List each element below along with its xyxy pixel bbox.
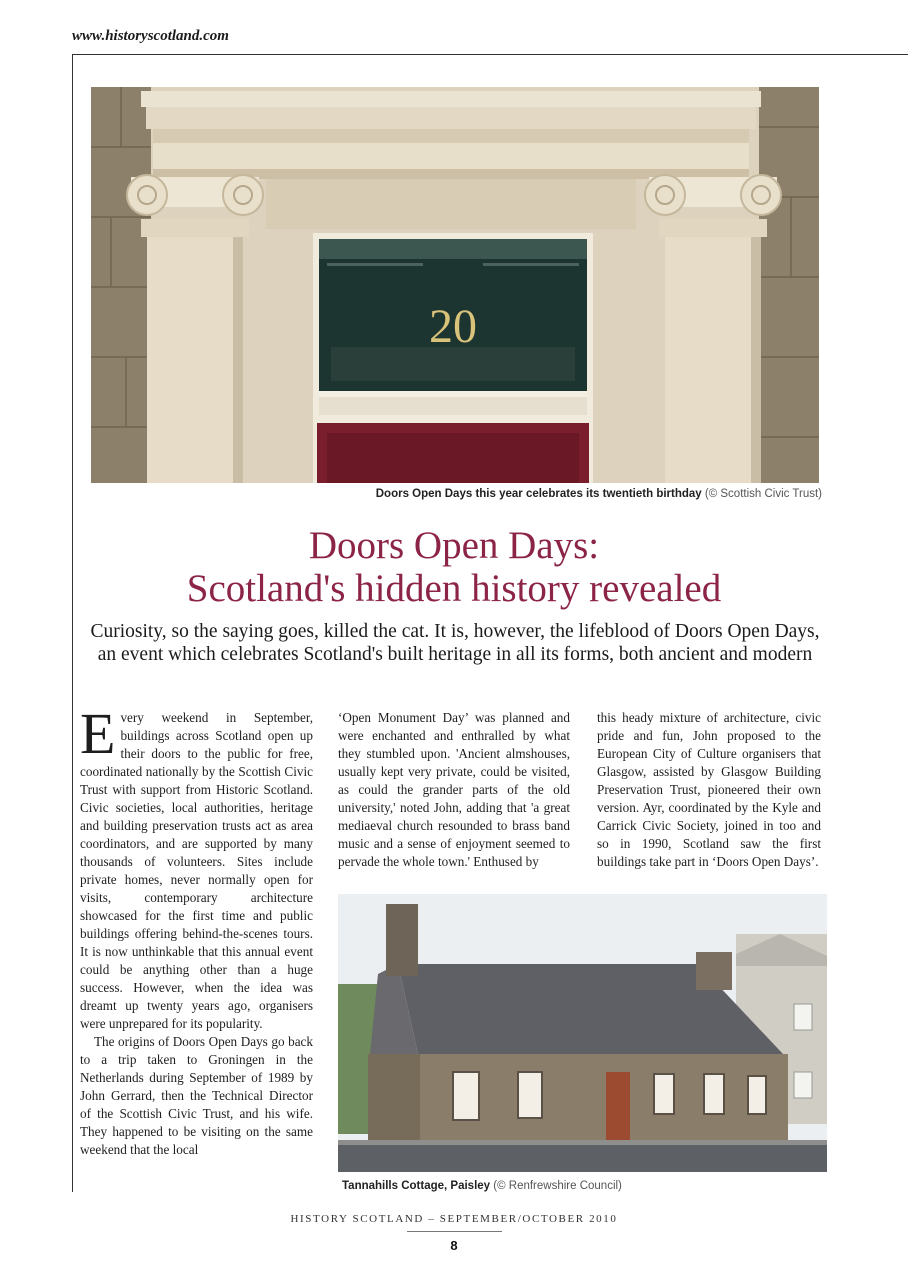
- body-column-3: [597, 709, 821, 871]
- drop-cap: E: [80, 701, 116, 766]
- header-rule: [72, 54, 908, 55]
- paragraph-1: [80, 701, 313, 1033]
- page-number: 8: [450, 1238, 458, 1253]
- doorway-caption-credit: (© Scottish Civic Trust): [704, 488, 822, 500]
- cottage-caption-credit: (© Renfrewshire Council): [493, 1180, 622, 1192]
- paragraph-2: The origins of Doors Open Days go back to a trip taken to Groningen in the Netherlands during September of 1989 by John Gerrard, then the Technical Director of the Scottish Civic Trust, and his wife. They happened to be visiting on the same weekend that the local: [80, 1034, 313, 1157]
- standfirst: Curiosity, so the saying goes, killed the cat. It is, however, the lifeblood of Doors Open Days, an event which celebrates Scotland's built heritage in all its forms, both ancient and modern: [90, 621, 820, 665]
- cottage-caption: [342, 1180, 822, 1192]
- margin-rule: [72, 54, 73, 1192]
- cottage-photo: [338, 894, 827, 1172]
- footer-magazine: HISTORY SCOTLAND – SEPTEMBER/OCTOBER 2010: [290, 1213, 618, 1225]
- doorway-photo: [91, 87, 819, 483]
- article-title-line1: Doors Open Days:: [308, 524, 600, 567]
- body-column-2: [338, 709, 570, 871]
- cottage-illustration: [338, 894, 827, 1172]
- house-number: 20: [429, 300, 477, 353]
- cottage-caption-text: Tannahills Cottage, Paisley: [342, 1180, 491, 1192]
- footer-rule: [407, 1231, 502, 1232]
- paragraph-4: this heady mixture of architecture, civic pride and fun, John proposed to the European City of Culture organisers that Glasgow, assisted by Glasgow Building Preservation Trust, pioneered their own version. Ayr, coordinated by the Kyle and Carrick Civic Society, joined in too and so in 1990, Scotland saw the first buildings take part in ‘Doors Open Days’.: [597, 710, 821, 869]
- site-url: www.historyscotland.com: [72, 28, 229, 44]
- paragraph-3: ‘Open Monument Day’ was planned and were enchanted and enthralled by what they stumbled upon. 'Ancient almshouses, usually kept very private, could be visited, as could the grander parts of the old university,' noted John, adding that 'a great mediaeval church resounded to brass band music and a sense of enjoyment seemed to pervade the whole town.' Enthused by: [338, 710, 570, 869]
- doorway-caption-text: Doors Open Days this year celebrates its twentieth birthday: [375, 488, 702, 500]
- article-title-line2: Scotland's hidden history revealed: [186, 567, 722, 610]
- body-column-1: [80, 701, 313, 1159]
- paragraph-1-text: very weekend in September, buildings across Scotland open up their doors to the public for free, coordinated nationally by the Scottish Civic Trust with support from Historic Scotland. Civic societies, local authorities, heritage and building preservation trusts act as area coordinators, and are supported by many thousands of volunteers. Sites include private homes, never normally open for visits, contemporary architecture showcased for the first time and public buildings offering behind-the-scenes tours. It is now unthinkable that this annual event could be anything other than a huge success. However, when the idea was dreamt up twenty years ago, organisers were unprepared for its popularity.: [80, 710, 313, 1031]
- doorway-illustration: [91, 87, 819, 483]
- article-title: [100, 524, 808, 610]
- doorway-caption: [340, 488, 822, 500]
